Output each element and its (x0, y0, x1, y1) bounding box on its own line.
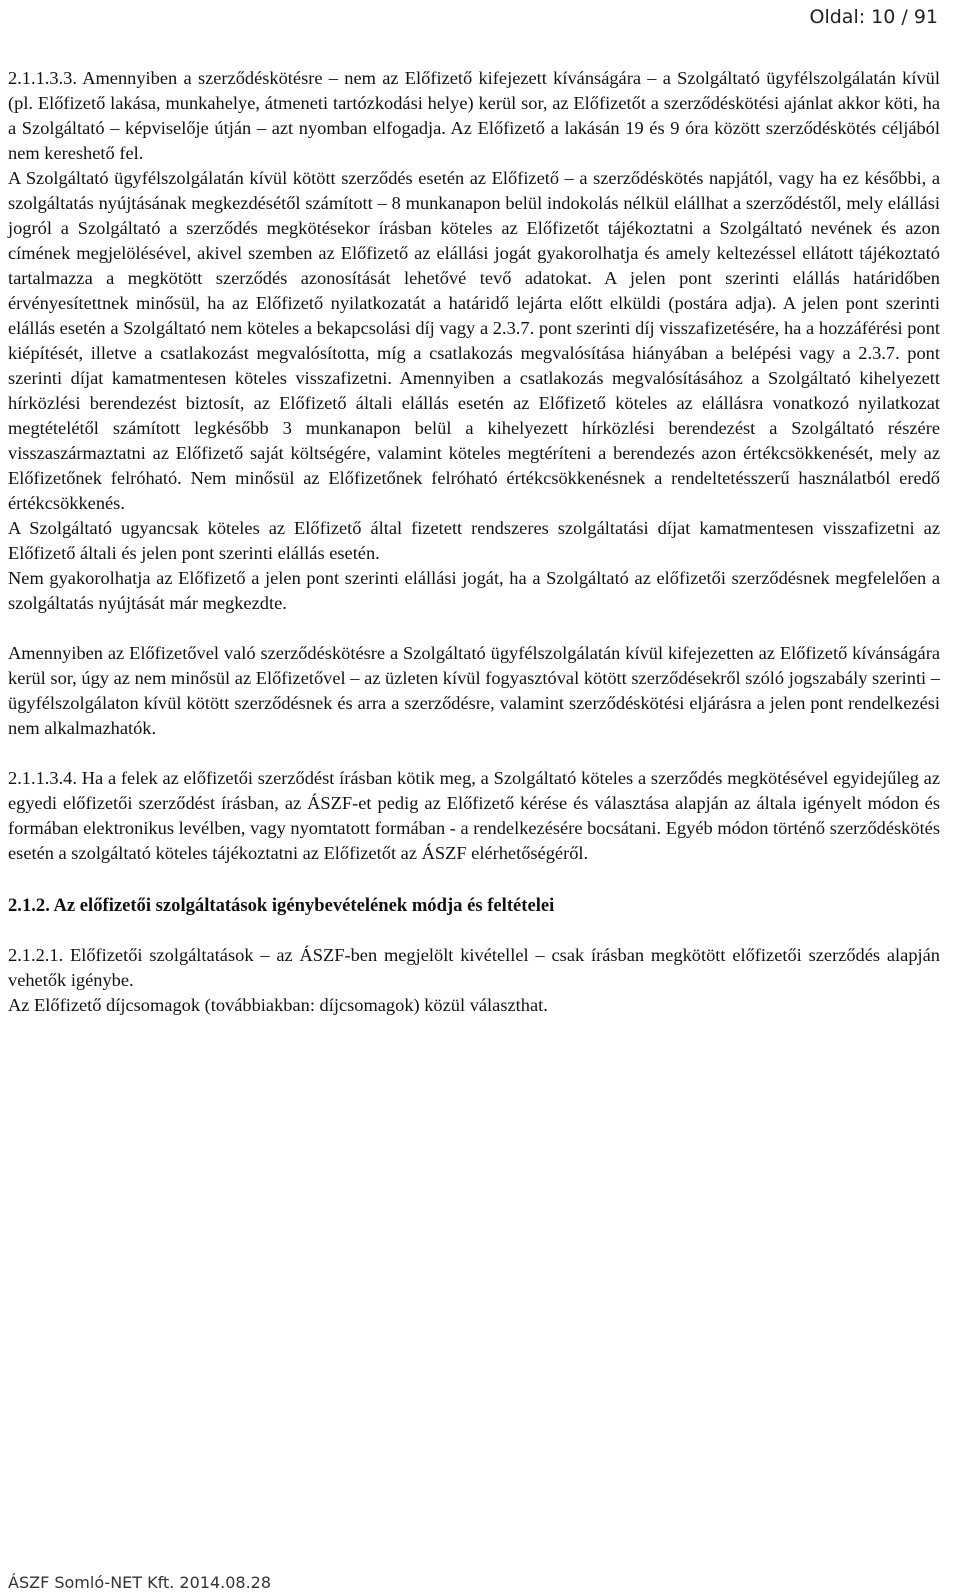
paragraph-spacer (8, 918, 940, 943)
paragraph-customer-request: Amennyiben az Előfizetővel való szerződéskötésre a Szolgáltató ügyfélszolgálatán kívül kifejezetten az Előfizető kívánságára kerül sor, úgy az nem minősül az Előfizetővel – az üzleten kívül fogyasztóval kötött szerződésekről szóló jogszabály szerinti – ügyfélszolgálaton kívül kötött szerződésnek és arra a szerződésre, valamint szerződéskötési eljárásra a jelen pont rendelkezési nem alkalmazhatók. (8, 643, 940, 738)
paragraph-spacer (8, 616, 940, 641)
paragraph-refund: A Szolgáltató ugyancsak köteles az Előfizető által fizetett rendszeres szolgáltatási díjat kamatmentesen visszafizetni az Előfizető általi és jelen pont szerinti elállás esetén. (8, 518, 940, 563)
page-number: Oldal: 10 / 91 (809, 6, 938, 28)
paragraph-spacer (8, 866, 940, 893)
section-heading-2-1-2: 2.1.2. Az előfizetői szolgáltatások igénybevételének módja és feltételei (8, 895, 555, 916)
page-footer: ÁSZF Somló-NET Kft. 2014.08.28 (8, 1573, 272, 1592)
paragraph-2-1-2-1: 2.1.2.1. Előfizetői szolgáltatások – az ÁSZF-ben megjelölt kivétellel – csak írásban megkötött előfizetői szerződés alapján vehetők igénybe. (8, 945, 940, 990)
paragraph-spacer (8, 741, 940, 766)
paragraph-no-withdrawal: Nem gyakorolhatja az Előfizető a jelen pont szerinti elállási jogát, ha a Szolgáltató az előfizetői szerződésnek megfelelően a szolgáltatás nyújtását már megkezdte. (8, 568, 940, 613)
paragraph-2-1-1-3-3: 2.1.1.3.3. Amennyiben a szerződéskötésre – nem az Előfizető kifejezett kívánságára – a Szolgáltató ügyfélszolgálatán kívül (pl. Előfizető lakása, munkahelye, átmeneti tartózkodási helye) kerül sor, az Előfizetőt a szerződéskötési ajánlat akkor köti, ha a Szolgáltató – képviselője útján – azt nyomban elfogadja. Az Előfizető a lakásán 19 és 9 óra között szerződéskötés céljából nem kereshető fel. (8, 68, 940, 163)
paragraph-2-1-1-3-4: 2.1.1.3.4. Ha a felek az előfizetői szerződést írásban kötik meg, a Szolgáltató köteles a szerződés megkötésével egyidejűleg az egyedi előfizetői szerződést írásban, az ÁSZF-et pedig az Előfizető kérése és választása alapján az általa igényelt módon és formában elektronikus levélben, vagy nyomtatott formában - a rendelkezésére bocsátani. Egyéb módon történő szerződéskötés esetén a szolgáltató köteles tájékoztatni az Előfizetőt az ÁSZF elérhetőségéről. (8, 768, 940, 863)
paragraph-tariff-packages: Az Előfizető díjcsomagok (továbbiakban: díjcsomagok) közül választhat. (8, 995, 548, 1015)
paragraph-withdrawal-right: A Szolgáltató ügyfélszolgálatán kívül kötött szerződés esetén az Előfizető – a szerződéskötés napjától, vagy ha ez későbbi, a szolgáltatás nyújtásának megkezdésétől számított – 8 munkanapon belül indokolás nélkül elállhat a szerződéstől, mely elállási jogról a Szolgáltató a szerződés megkötésekor írásban köteles az Előfizetőt tájékoztatni a Szolgáltató nevének és azon címének megjelölésével, akivel szemben az Előfizető az elállási jogát gyakorolhatja és amely keltezéssel ellátott tájékoztató tartalmazza a megkötött szerződés azonosítását lehetővé tevő adatokat. A jelen pont szerinti elállás határidőben érvényesítettnek minősül, ha az Előfizető nyilatkozatát a határidő lejárta előtt elküldi (postára adja). A jelen pont szerinti elállás esetén a Szolgáltató nem köteles a bekapcsolási díj vagy a 2.3.7. pont szerinti díj visszafizetésére, ha a hozzáférési pont kiépítését, illetve a csatlakozást megvalósította, míg a csatlakozás megvalósítása hiányában a belépési vagy a 2.3.7. pont szerinti díjat kamatmentesen köteles visszafizetni. Amennyiben a csatlakozás megvalósításához a Szolgáltató kihelyezett hírközlési berendezést biztosít, az Előfizető általi elállás esetén az Előfizető köteles az elállásra vonatkozó nyilatkozat megtételétől számított legkésőbb 3 munkanapon belül a kihelyezett hírközlési berendezést a Szolgáltató részére visszaszármaztatni az Előfizető saját költségére, valamint köteles megtéríteni a berendezés azon értékcsökkenését, mely az Előfizetőnek felróható. Nem minősül az Előfizetőnek felróható értékcsökkenésnek a rendeltetésszerű használatból eredő értékcsökkenés. (8, 168, 940, 513)
document-body (8, 66, 940, 1018)
